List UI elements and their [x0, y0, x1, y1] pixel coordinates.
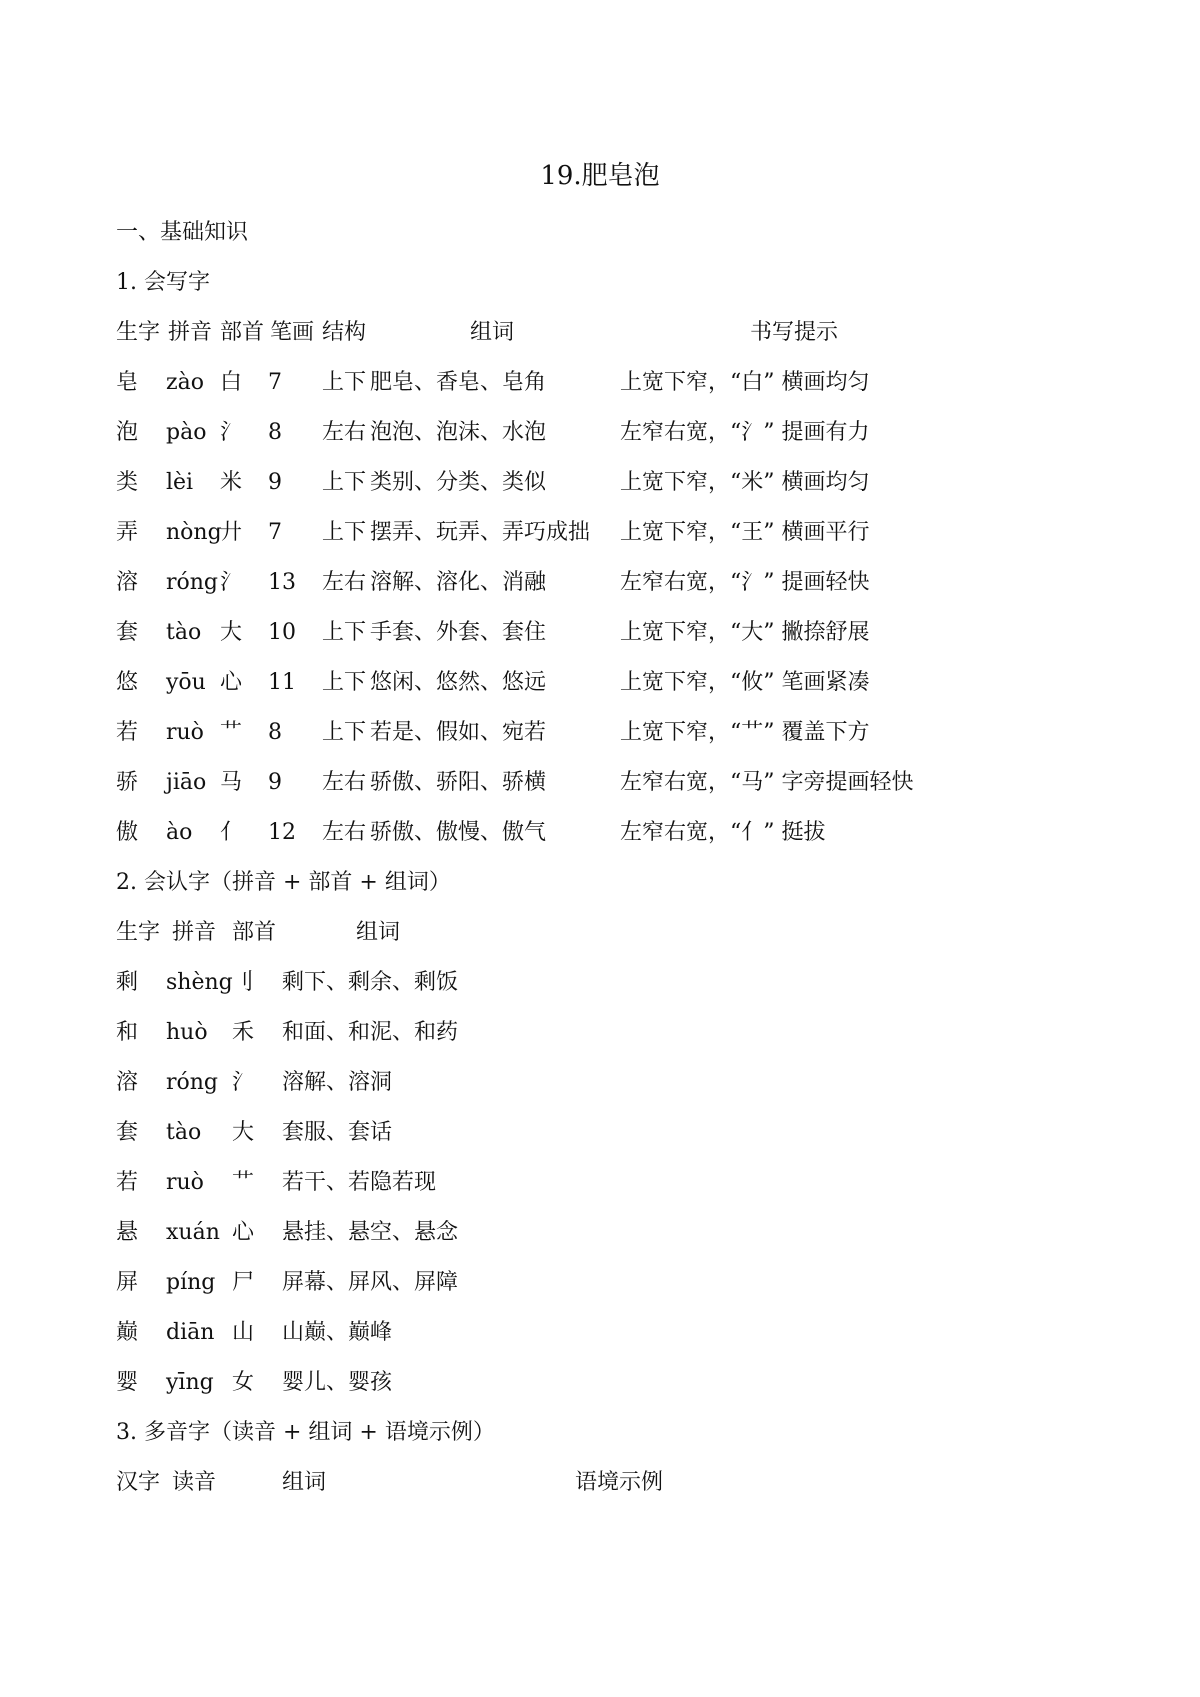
- write-row: [0, 763, 1200, 803]
- write-structure: 上下: [322, 720, 367, 745]
- write-words: 摆弄、玩弄、弄巧成拙: [370, 520, 591, 545]
- read-pinyin: yīng: [166, 1370, 214, 1395]
- read-row: [0, 1013, 1200, 1053]
- read-pinyin: diān: [166, 1320, 215, 1345]
- write-tip: 上宽下窄，“白” 横画均匀: [620, 370, 870, 395]
- read-row: [0, 1213, 1200, 1253]
- read-radical: 禾: [232, 1020, 255, 1045]
- write-words: 骄傲、傲慢、傲气: [370, 820, 547, 845]
- write-char: 类: [116, 470, 139, 495]
- write-tip: 上宽下窄，“米” 横画均匀: [620, 470, 870, 495]
- section-heading-basics: 一、基础知识: [116, 220, 249, 245]
- write-words: 骄傲、骄阳、骄横: [370, 770, 547, 795]
- write-strokes: 13: [268, 570, 296, 595]
- write-char: 套: [116, 620, 139, 645]
- read-char: 婴: [116, 1370, 139, 1395]
- write-row: [0, 513, 1200, 553]
- read-char: 和: [116, 1020, 139, 1045]
- write-words: 若是、假如、宛若: [370, 720, 547, 745]
- write-char: 弄: [116, 520, 139, 545]
- write-row: [0, 563, 1200, 603]
- read-radical: 心: [232, 1220, 255, 1245]
- write-words: 泡泡、泡沫、水泡: [370, 420, 547, 445]
- write-radical: 氵: [220, 420, 243, 445]
- write-radical: 亻: [220, 820, 243, 845]
- write-words: 类别、分类、类似: [370, 470, 547, 495]
- write-words: 悠闲、悠然、悠远: [370, 670, 547, 695]
- write-pinyin: tào: [166, 620, 202, 645]
- read-words: 悬挂、悬空、悬念: [282, 1220, 459, 1245]
- write-char: 骄: [116, 770, 139, 795]
- write-pinyin: róng: [166, 570, 219, 595]
- write-tip: 上宽下窄，“王” 横画平行: [620, 520, 870, 545]
- write-tip: 上宽下窄，“攸” 笔画紧凑: [620, 670, 870, 695]
- poly-section-heading: 3. 多音字（读音 + 组词 + 语境示例）: [116, 1420, 495, 1445]
- write-char: 若: [116, 720, 139, 745]
- write-structure: 上下: [322, 670, 367, 695]
- read-row: [0, 1163, 1200, 1203]
- write-pinyin: pào: [166, 420, 207, 445]
- read-pinyin: píng: [166, 1270, 216, 1295]
- read-row: [0, 1063, 1200, 1103]
- read-char: 溶: [116, 1070, 139, 1095]
- read-char: 巅: [116, 1320, 139, 1345]
- read-pinyin: huò: [166, 1020, 208, 1045]
- header-char: 汉字: [116, 1470, 161, 1495]
- read-words: 若干、若隐若现: [282, 1170, 437, 1195]
- write-row: [0, 413, 1200, 453]
- read-words: 套服、套话: [282, 1120, 393, 1145]
- write-row: [0, 363, 1200, 403]
- read-radical: 艹: [232, 1170, 255, 1195]
- read-char: 套: [116, 1120, 139, 1145]
- write-pinyin: jiāo: [166, 770, 207, 795]
- header-pinyin: 拼音: [172, 920, 217, 945]
- write-words: 肥皂、香皂、皂角: [370, 370, 547, 395]
- write-strokes: 8: [268, 420, 282, 445]
- read-pinyin: róng: [166, 1070, 219, 1095]
- read-pinyin: shèng: [166, 970, 233, 995]
- write-structure: 上下: [322, 470, 367, 495]
- write-strokes: 7: [268, 520, 282, 545]
- read-char: 悬: [116, 1220, 139, 1245]
- write-strokes: 9: [268, 470, 282, 495]
- read-section-heading: 2. 会认字（拼音 + 部首 + 组词）: [116, 870, 451, 895]
- header-strokes: 笔画: [270, 320, 315, 345]
- write-radical: 廾: [220, 520, 243, 545]
- write-radical: 马: [220, 770, 243, 795]
- write-structure: 左右: [322, 570, 367, 595]
- write-row: [0, 713, 1200, 753]
- header-char: 生字: [116, 320, 161, 345]
- write-strokes: 11: [268, 670, 296, 695]
- header-tip: 书写提示: [750, 320, 839, 345]
- read-words: 溶解、溶洞: [282, 1070, 393, 1095]
- write-structure: 上下: [322, 520, 367, 545]
- read-char: 屏: [116, 1270, 139, 1295]
- read-radical: 尸: [232, 1270, 255, 1295]
- write-strokes: 10: [268, 620, 296, 645]
- write-pinyin: yōu: [166, 670, 206, 695]
- write-strokes: 8: [268, 720, 282, 745]
- write-structure: 上下: [322, 620, 367, 645]
- write-tip: 上宽下窄，“大” 撇捺舒展: [620, 620, 870, 645]
- header-radical: 部首: [220, 320, 265, 345]
- read-table-header: [0, 913, 1200, 953]
- write-char: 悠: [116, 670, 139, 695]
- write-tip: 左窄右宽，“氵” 提画有力: [620, 420, 870, 445]
- write-strokes: 7: [268, 370, 282, 395]
- read-radical: 山: [232, 1320, 255, 1345]
- write-char: 溶: [116, 570, 139, 595]
- header-char: 生字: [116, 920, 161, 945]
- write-radical: 艹: [220, 720, 243, 745]
- write-words: 溶解、溶化、消融: [370, 570, 547, 595]
- read-row: [0, 1263, 1200, 1303]
- header-radical: 部首: [232, 920, 277, 945]
- page-title: 19.肥皂泡: [540, 161, 660, 191]
- header-pinyin: 拼音: [168, 320, 213, 345]
- write-row: [0, 613, 1200, 653]
- write-char: 傲: [116, 820, 139, 845]
- write-radical: 氵: [220, 570, 243, 595]
- read-words: 和面、和泥、和药: [282, 1020, 459, 1045]
- read-words: 屏幕、屏风、屏障: [282, 1270, 459, 1295]
- write-structure: 左右: [322, 420, 367, 445]
- header-reading: 读音: [172, 1470, 217, 1495]
- write-pinyin: nòng: [166, 520, 222, 545]
- read-radical: 大: [232, 1120, 255, 1145]
- write-radical: 大: [220, 620, 243, 645]
- read-words: 剩下、剩余、剩饭: [282, 970, 459, 995]
- read-pinyin: tào: [166, 1120, 202, 1145]
- write-structure: 左右: [322, 820, 367, 845]
- read-row: [0, 963, 1200, 1003]
- read-char: 若: [116, 1170, 139, 1195]
- header-words: 组词: [282, 1470, 327, 1495]
- read-pinyin: xuán: [166, 1220, 220, 1245]
- write-strokes: 9: [268, 770, 282, 795]
- write-strokes: 12: [268, 820, 296, 845]
- write-tip: 左窄右宽，“氵” 提画轻快: [620, 570, 870, 595]
- header-words: 组词: [356, 920, 401, 945]
- write-tip: 上宽下窄，“艹” 覆盖下方: [620, 720, 870, 745]
- write-tip: 左窄右宽，“亻” 挺拔: [620, 820, 826, 845]
- write-tip: 左窄右宽，“马” 字旁提画轻快: [620, 770, 914, 795]
- write-words: 手套、外套、套住: [370, 620, 547, 645]
- header-structure: 结构: [322, 320, 367, 345]
- write-pinyin: lèi: [166, 470, 194, 495]
- read-radical: 氵: [232, 1070, 255, 1095]
- write-row: [0, 663, 1200, 703]
- write-char: 泡: [116, 420, 139, 445]
- header-example: 语境示例: [575, 1470, 664, 1495]
- read-row: [0, 1113, 1200, 1153]
- write-row: [0, 813, 1200, 853]
- write-pinyin: zào: [166, 370, 204, 395]
- write-section-heading: 1. 会写字: [116, 270, 210, 295]
- write-radical: 白: [220, 370, 243, 395]
- read-row: [0, 1313, 1200, 1353]
- write-table-header: [0, 313, 1200, 353]
- read-row: [0, 1363, 1200, 1403]
- write-radical: 心: [220, 670, 243, 695]
- read-words: 婴儿、婴孩: [282, 1370, 393, 1395]
- header-words: 组词: [470, 320, 515, 345]
- read-words: 山巅、巅峰: [282, 1320, 393, 1345]
- poly-table-header: [0, 1463, 1200, 1503]
- write-pinyin: ào: [166, 820, 193, 845]
- read-pinyin: ruò: [166, 1170, 204, 1195]
- write-radical: 米: [220, 470, 243, 495]
- write-char: 皂: [116, 370, 139, 395]
- write-pinyin: ruò: [166, 720, 204, 745]
- write-row: [0, 463, 1200, 503]
- read-radical: 刂: [232, 970, 255, 995]
- write-structure: 上下: [322, 370, 367, 395]
- read-char: 剩: [116, 970, 139, 995]
- write-structure: 左右: [322, 770, 367, 795]
- read-radical: 女: [232, 1370, 255, 1395]
